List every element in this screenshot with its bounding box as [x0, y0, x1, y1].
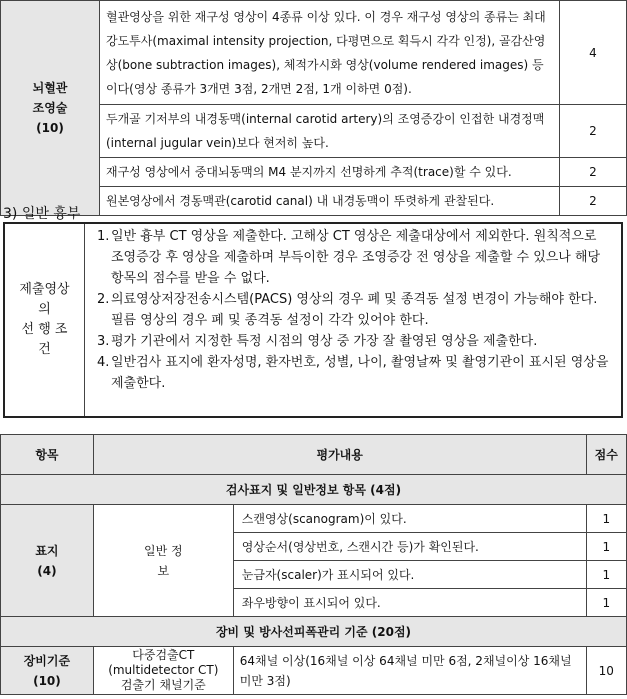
header-content: 평가내용 [93, 435, 586, 475]
table-row: 좌우방향이 표시되어 있다. [233, 589, 586, 617]
condition-item [97, 331, 613, 352]
header-item: 항목 [1, 435, 94, 475]
equipment-group: 장비기준 (10) [23, 653, 71, 688]
condition-number: 3. [97, 334, 110, 349]
condition-item [97, 226, 613, 289]
table-row: 영상순서(영상번호, 스캔시간 등)가 확인된다. [233, 533, 586, 561]
criterion-text: 원본영상에서 경동맥관(carotid canal) 내 내경동맥이 뚜렷하게 관찰된다. [100, 187, 560, 216]
table-row: 눈금자(scaler)가 표시되어 있다. [233, 561, 586, 589]
condition-text: 의료영상저장전송시스템(PACS) 영상의 경우 폐 및 종격동 설정 변경이 가능해야 한다. 필름 영상의 경우 폐 및 종격동 설정이 각각 있어야 한다. [111, 292, 598, 328]
label-group-cell [1, 505, 94, 617]
equipment-score: 10 [586, 647, 626, 695]
label-group: 표지 (4) [35, 543, 59, 578]
criterion-text: 재구성 영상에서 중대뇌동맥의 M4 분지까지 선명하게 추적(trace)할 수 있다. [100, 158, 560, 187]
header-score: 점수 [586, 435, 626, 475]
condition-item [97, 289, 613, 331]
condition-number: 1. [97, 229, 110, 244]
criterion-score: 2 [560, 158, 627, 187]
row-score: 1 [586, 589, 626, 617]
criterion-score: 4 [560, 1, 627, 105]
criterion-score: 2 [560, 187, 627, 216]
vascular-table [0, 0, 627, 216]
criterion-text: 혈관영상을 위한 재구성 영상이 4종류 이상 있다. 이 경우 재구성 영상의 종류는 최대강도투사(maximal intensity projection, 다평면으로 획득시 각각 인정), 골감산영상(bone subtraction images), 체적가시화 영상(volume rendered images) 등이다(영상 종류가 3개면 3점, 2개면 2점, 1개 이하면 0점). [100, 1, 560, 105]
condition-text: 일반 흉부 CT 영상을 제출한다. 고해상 CT 영상은 제출대상에서 제외한다. 원칙적으로 조영증강 후 영상을 제출하며 부득이한 경우 조영증강 전 영상을 제출할 수 있으나 해당 항목의 점수를 받을 수 없다. [111, 229, 601, 286]
criterion-score: 2 [560, 105, 627, 158]
condition-item [97, 352, 613, 394]
equipment-group-cell [1, 647, 94, 695]
submission-conditions-box [3, 222, 623, 418]
condition-text: 일반검사 표지에 환자성명, 환자번호, 성별, 나이, 촬영날짜 및 촬영기관이 표시된 영상을 제출한다. [111, 355, 609, 391]
evaluation-table [0, 434, 627, 695]
category-cell [1, 1, 100, 216]
label-subgroup: 일반 정 보 [144, 543, 183, 578]
equipment-subgroup: 다중검출CT (multidetector CT) 검출기 채널기준 [108, 648, 219, 692]
condition-number: 2. [97, 292, 110, 307]
equipment-subgroup-cell [93, 647, 233, 695]
condition-number: 4. [97, 355, 110, 370]
table-row: 스캔영상(scanogram)이 있다. [233, 505, 586, 533]
row-score: 1 [586, 533, 626, 561]
row-score: 1 [586, 505, 626, 533]
conditions-label-cell [5, 224, 85, 416]
conditions-label: 제출영상 의 선 행 조 건 [19, 282, 70, 357]
category-label: 뇌혈관 조영술 (10) [32, 81, 68, 135]
condition-text: 평가 기관에서 지정한 특정 시점의 영상 중 가장 잘 촬영된 영상을 제출한다. [111, 334, 538, 349]
conditions-list [85, 224, 621, 394]
equipment-criterion: 64채널 이상(16채널 이상 64채널 미만 6점, 2채널이상 16채널 미만 3점) [233, 647, 586, 695]
label-subgroup-cell [93, 505, 233, 617]
section-heading: 3) 일반 흉부 [3, 206, 81, 222]
criterion-text: 두개골 기저부의 내경동맥(internal carotid artery)의 조영증강이 인접한 내경정맥(internal jugular vein)보다 현저히 높다. [100, 105, 560, 158]
section-title: 검사표지 및 일반정보 항목 (4점) [1, 475, 627, 505]
section-title: 장비 및 방사선피폭관리 기준 (20점) [1, 617, 627, 647]
row-score: 1 [586, 561, 626, 589]
